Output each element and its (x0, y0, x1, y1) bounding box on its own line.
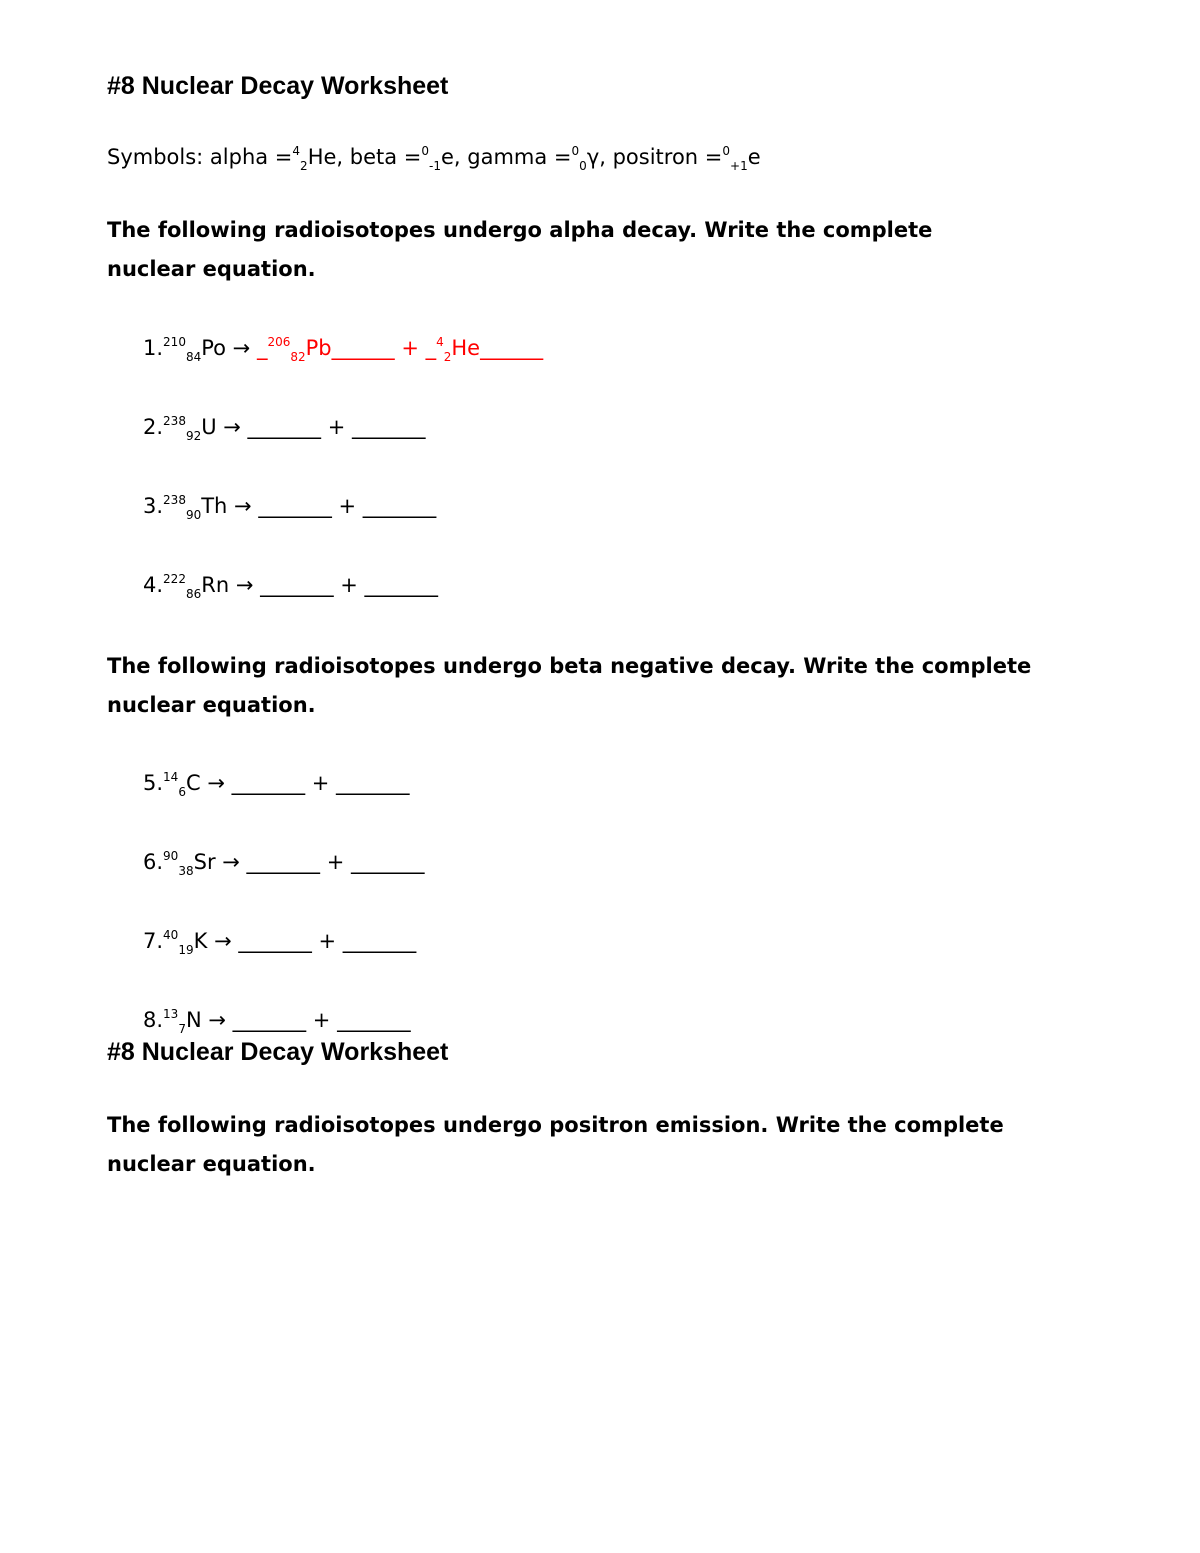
question-1 (143, 335, 544, 364)
positron-instructions-line1: The following radioisotopes undergo positron emission. Write the complete (107, 1113, 1004, 1137)
beta-instructions-line1: The following radioisotopes undergo beta negative decay. Write the complete (107, 654, 1032, 678)
mass-number: 90 (163, 849, 179, 863)
symbols-line (107, 144, 761, 173)
gamma-atomic: 0 (579, 159, 587, 173)
element-symbol: K (193, 929, 208, 953)
alpha-instructions-line2: nuclear equation. (107, 257, 316, 281)
gamma-label: , gamma = (453, 145, 572, 169)
element-symbol: Sr (193, 850, 216, 874)
question-2 (143, 414, 426, 443)
answer-blanks: → _______ + _______ (227, 494, 437, 518)
alpha-symbol: He (307, 145, 337, 169)
atomic-number: 84 (185, 350, 202, 364)
atomic-number: 19 (178, 943, 194, 957)
positron-instructions-line2: nuclear equation. (107, 1152, 316, 1176)
question-number: 8. (143, 1008, 164, 1032)
mass-number: 13 (163, 1007, 179, 1021)
beta-symbol: e (441, 145, 454, 169)
answer-blanks: → _______ + _______ (200, 771, 410, 795)
answer-mass-1: 206 (267, 335, 291, 349)
question-number: 7. (143, 929, 164, 953)
alpha-mass: 4 (292, 144, 301, 158)
answer-blanks: → _______ + _______ (216, 415, 426, 439)
page-title: #8 Nuclear Decay Worksheet (107, 72, 449, 100)
answer-symbol-1: Pb (305, 336, 332, 360)
element-symbol: Rn (201, 573, 230, 597)
question-6 (143, 849, 425, 878)
positron-mass: 0 (722, 144, 731, 158)
gamma-symbol: γ (586, 145, 600, 169)
answer-mass-2: 4 (436, 335, 444, 349)
mass-number: 238 (163, 493, 186, 507)
atomic-number: 90 (185, 508, 202, 522)
mass-number: 40 (163, 928, 179, 942)
positron-atomic: +1 (730, 159, 748, 173)
page-title-repeat: #8 Nuclear Decay Worksheet (107, 1038, 449, 1066)
positron-symbol: e (747, 145, 761, 169)
beta-instructions-line2: nuclear equation. (107, 693, 316, 717)
mass-number: 222 (163, 572, 186, 586)
question-7 (143, 928, 417, 957)
mass-number: 14 (163, 770, 179, 784)
atomic-number: 86 (185, 587, 202, 601)
answer-blanks: → _______ + _______ (215, 850, 425, 874)
question-3 (143, 493, 437, 522)
element-symbol: U (201, 415, 217, 439)
answer-blanks: → _______ + _______ (229, 573, 439, 597)
element-symbol: Th (201, 494, 228, 518)
question-number: 4. (143, 573, 164, 597)
question-number: 1. (143, 336, 164, 360)
answer-plus: + _ (394, 336, 437, 360)
answer-blank-2: ______ (480, 336, 544, 360)
question-4 (143, 572, 439, 601)
question-number: 5. (143, 771, 164, 795)
alpha-atomic: 2 (300, 159, 308, 173)
question-8 (143, 1007, 411, 1036)
answer-atomic-2: 2 (443, 350, 452, 364)
alpha-instructions-line1: The following radioisotopes undergo alpha decay. Write the complete (107, 218, 933, 242)
arrow: → (226, 336, 257, 360)
answer-blank-1: ______ (331, 336, 395, 360)
answer-symbol-2: He (451, 336, 481, 360)
beta-atomic: -1 (429, 159, 441, 173)
mass-number: 210 (163, 335, 186, 349)
gamma-mass: 0 (571, 144, 580, 158)
beta-label: , beta = (336, 145, 422, 169)
beta-mass: 0 (421, 144, 430, 158)
positron-label: , positron = (599, 145, 723, 169)
mass-number: 238 (163, 414, 186, 428)
answer (256, 335, 544, 364)
answer-blanks: → _______ + _______ (201, 1008, 411, 1032)
answer-blanks: → _______ + _______ (207, 929, 417, 953)
atomic-number: 6 (178, 785, 186, 799)
element-symbol: N (185, 1008, 202, 1032)
question-number: 2. (143, 415, 164, 439)
atomic-number: 38 (178, 864, 194, 878)
symbols-prefix: Symbols: alpha = (107, 145, 293, 169)
answer-pre: _ (256, 336, 268, 360)
answer-atomic-1: 82 (290, 350, 306, 364)
atomic-number: 7 (178, 1022, 186, 1036)
element-symbol: Po (201, 336, 226, 360)
element-symbol: C (185, 771, 201, 795)
atomic-number: 92 (185, 429, 202, 443)
question-number: 3. (143, 494, 164, 518)
question-number: 6. (143, 850, 164, 874)
question-5 (143, 770, 410, 799)
